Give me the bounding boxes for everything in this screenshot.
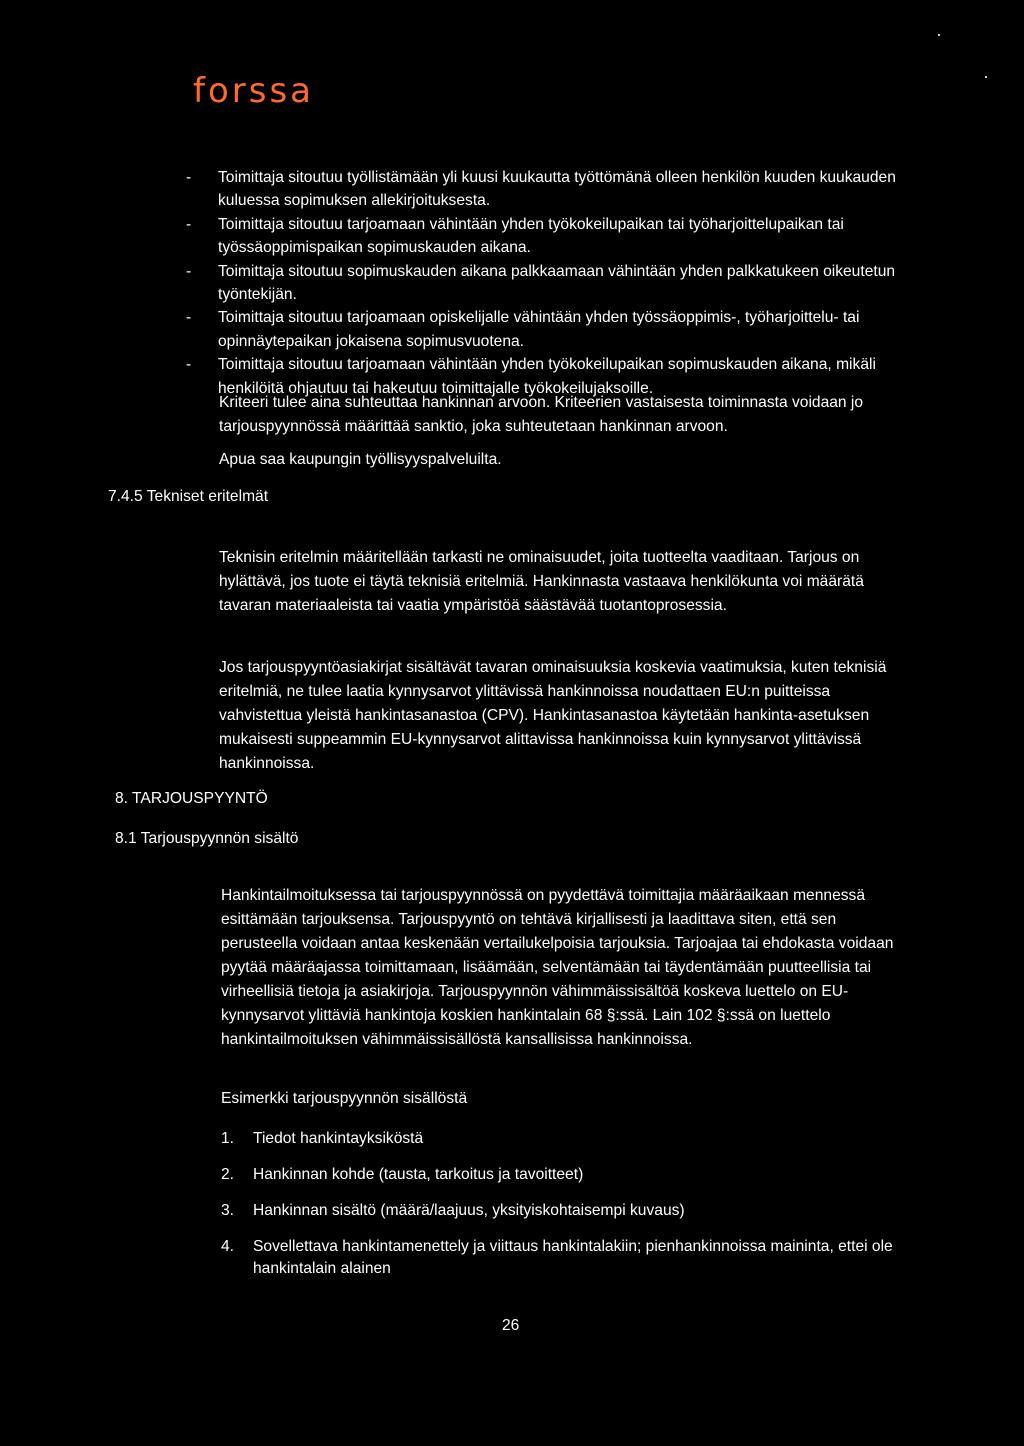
forssa-logo: forssa: [193, 71, 315, 111]
list-item: [221, 1164, 906, 1186]
list-text: Hankinnan kohde (tausta, tarkoitus ja tavoitteet): [253, 1166, 584, 1183]
list-number: 4.: [221, 1238, 235, 1255]
bullet-item: - Toimittaja sitoutuu tarjoamaan opiskelijalle vähintään yhden työssäoppimis-, työharjoittelu- tai opinnäytepaikan jokaisena sopimusvuotena.: [186, 306, 906, 353]
criteria-paragraph: Kriteeri tulee aina suhteuttaa hankinnan arvoon. Kriteerien vastaisesta toiminnasta voidaan jo tarjouspyynnössä määrittää sanktio, joka suhteutetaan hankinnan arvoon.: [219, 394, 864, 435]
bullet-item: - Toimittaja sitoutuu tarjoamaan vähintään yhden työkokeilupaikan sopimuskauden aikana, mikäli henkilöitä ohjautuu tai hakeutuu toimittajalle työkokeilujaksoille.: [186, 353, 906, 400]
list-number: 3.: [221, 1202, 235, 1219]
list-item: [221, 1200, 906, 1222]
section-heading-8-1: 8.1 Tarjouspyynnön sisältö: [115, 830, 299, 847]
page-number: 26: [502, 1317, 520, 1334]
list-number: 1.: [221, 1130, 235, 1147]
requirements-bullet-list: [186, 166, 906, 400]
bullet-item: - Toimittaja sitoutuu tarjoamaan vähintään yhden työkokeilupaikan tai työharjoittelupaikan tai työssäoppimispaikan sopimuskauden aikana.: [186, 213, 906, 260]
bullet-item: - Toimittaja sitoutuu sopimuskauden aikana palkkaamaan vähintään yhden palkkatukeen oikeutetun työntekijän.: [186, 260, 906, 307]
list-text: Sovellettava hankintamenettely ja viittaus hankintalakiin; pienhankinnoissa maininta, ettei ole hankintalain alainen: [253, 1238, 893, 1277]
list-text: Hankinnan sisältö (määrä/laajuus, yksityiskohtaisempi kuvaus): [253, 1202, 685, 1219]
cpv-paragraph: Jos tarjouspyyntöasiakirjat sisältävät tavaran ominaisuuksia koskevia vaatimuksia, kuten teknisiä eritelmiä, ne tulee laatia kynnysarvot ylittävissä hankinnoissa noudattaen EU:n puitteissa vahvistettua yleistä hankintasanastoa (CPV). Hankintasanastoa käytetään hankinta-asetuksen mukaisesti suppeammin EU-kynnysarvot alittavissa hankinnoissa kuin kynnysarvot ylittävissä hankinnoissa.: [219, 659, 887, 772]
scan-speck: [938, 34, 940, 36]
list-item: [221, 1236, 906, 1280]
section-heading-8: 8. TARJOUSPYYNTÖ: [115, 790, 268, 807]
list-text: Tiedot hankintayksiköstä: [253, 1130, 424, 1147]
section-heading-7-4-5: 7.4.5 Tekniset eritelmät: [108, 488, 269, 505]
help-paragraph: Apua saa kaupungin työllisyyspalveluilta.: [219, 451, 502, 468]
example-heading: Esimerkki tarjouspyynnön sisällöstä: [221, 1090, 468, 1107]
list-item: [221, 1128, 906, 1150]
tender-request-paragraph: Hankintailmoituksessa tai tarjouspyynnössä on pyydettävä toimittajia määräaikaan mennessä esittämään tarjouksensa. Tarjouspyyntö on tehtävä kirjallisesti ja laadittava siten, että sen perusteella voidaan antaa keskenään vertailukelpoisia tarjouksia. Tarjoajaa tai ehdokasta voidaan pyytää määräajassa toimittamaan, lisäämään, selventämään tai täydentämään puutteellisia tai virheellisiä tietoja ja asiakirjoja. Tarjouspyynnön vähimmäissisältöä koskeva luettelo on EU-kynnysarvot ylittäviä hankintoja koskien hankintalain 68 §:ssä. Lain 102 §:ssä on luettelo hankintailmoituksen vähimmäissisällöstä kansallisissa hankinnoissa.: [221, 887, 894, 1048]
bullet-item: - Toimittaja sitoutuu työllistämään yli kuusi kuukautta työttömänä olleen henkilön kuuden kuukauden kuluessa sopimuksen allekirjoituksesta.: [186, 166, 906, 213]
list-number: 2.: [221, 1166, 235, 1183]
example-content-list: [221, 1128, 906, 1294]
scan-speck: [985, 76, 987, 78]
technical-specs-paragraph: Teknisin eritelmin määritellään tarkasti ne ominaisuudet, joita tuotteelta vaaditaan. Tarjous on hylättävä, jos tuote ei täytä teknisiä eritelmiä. Hankinnasta vastaava henkilökunta voi määrätä tavaran materiaaleista tai vaatia ympäristöä säästävää tuotantoprosessia.: [219, 549, 864, 614]
